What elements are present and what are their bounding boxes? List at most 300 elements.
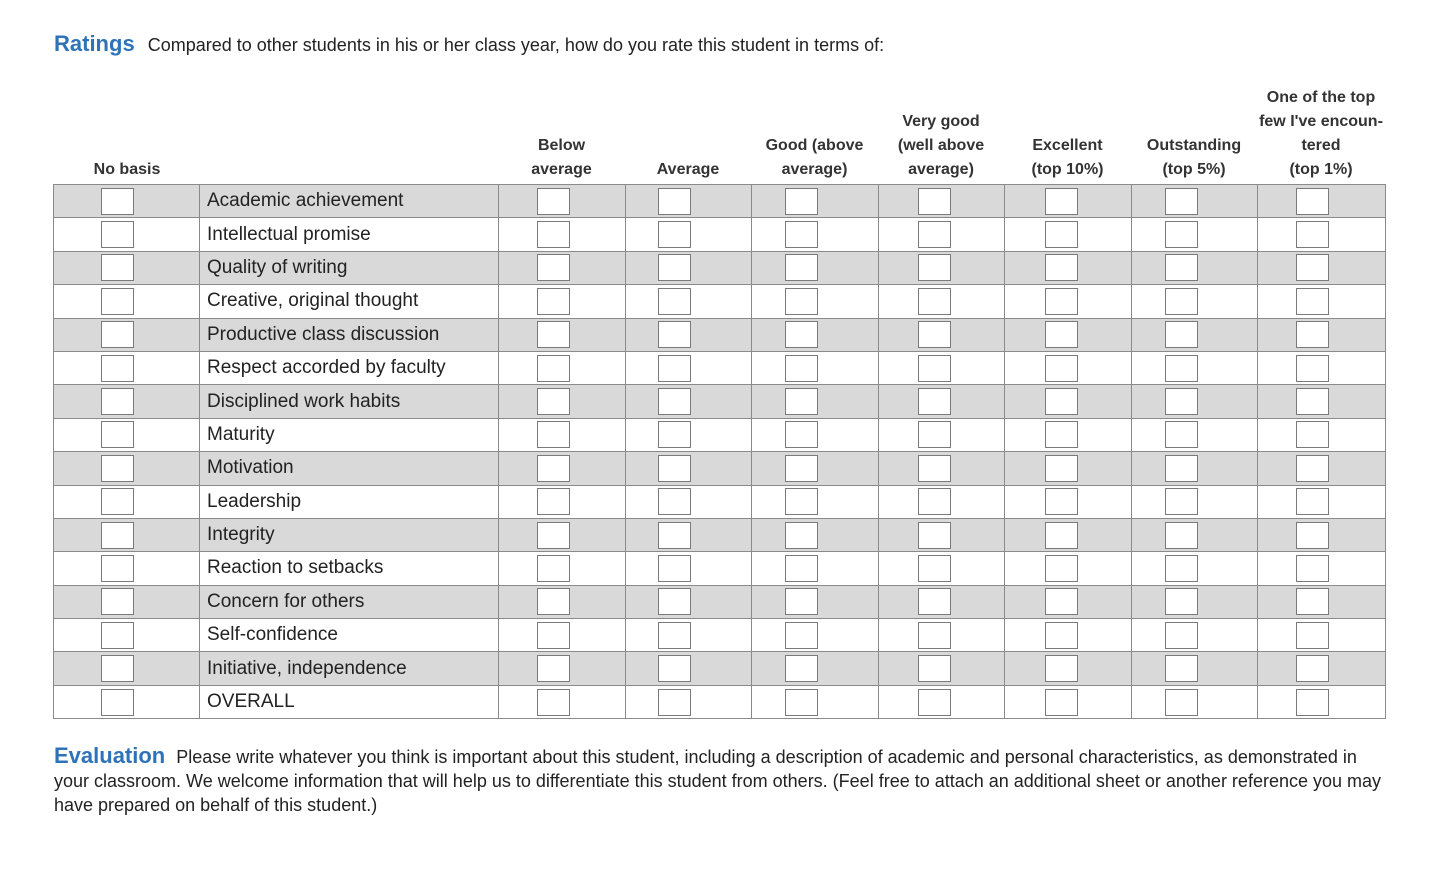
rating-cell-very-good <box>879 619 1005 652</box>
no-basis-checkbox[interactable] <box>101 188 134 215</box>
rating-checkbox-average[interactable] <box>658 355 691 382</box>
rating-checkbox-average[interactable] <box>658 488 691 515</box>
rating-checkbox-outstanding[interactable] <box>1165 388 1198 415</box>
no-basis-cell <box>54 452 200 485</box>
rating-cell-very-good <box>879 385 1005 418</box>
col-header-no-basis: No basis <box>93 161 161 178</box>
rating-cell-very-good <box>879 452 1005 485</box>
rating-checkbox-excellent[interactable] <box>1045 555 1078 582</box>
rating-checkbox-excellent[interactable] <box>1045 655 1078 682</box>
rating-checkbox-very-good[interactable] <box>918 588 951 615</box>
rating-checkbox-good[interactable] <box>785 622 818 649</box>
no-basis-cell <box>54 185 200 218</box>
rating-checkbox-average[interactable] <box>658 221 691 248</box>
rating-checkbox-excellent[interactable] <box>1045 421 1078 448</box>
rating-cell-good <box>752 685 879 718</box>
rating-checkbox-top-few[interactable] <box>1296 555 1329 582</box>
rating-checkbox-good[interactable] <box>785 355 818 382</box>
rating-cell-top-few <box>1258 585 1386 618</box>
rating-cell-average <box>626 552 752 585</box>
rating-checkbox-average[interactable] <box>658 388 691 415</box>
rating-checkbox-top-few[interactable] <box>1296 522 1329 549</box>
rating-checkbox-top-few[interactable] <box>1296 288 1329 315</box>
rating-cell-outstanding <box>1132 351 1258 384</box>
rating-cell-below-average <box>499 251 626 284</box>
rating-cell-good <box>752 285 879 318</box>
rating-checkbox-outstanding[interactable] <box>1165 488 1198 515</box>
criterion-label: Leadership <box>200 485 499 518</box>
rating-cell-excellent <box>1005 685 1132 718</box>
no-basis-cell <box>54 485 200 518</box>
rating-checkbox-top-few[interactable] <box>1296 221 1329 248</box>
no-basis-cell <box>54 619 200 652</box>
table-row <box>54 585 1386 618</box>
rating-cell-excellent <box>1005 418 1132 451</box>
rating-checkbox-outstanding[interactable] <box>1165 522 1198 549</box>
criterion-label: Intellectual promise <box>200 218 499 251</box>
rating-checkbox-outstanding[interactable] <box>1165 689 1198 716</box>
table-row <box>54 185 1386 218</box>
rating-cell-top-few <box>1258 485 1386 518</box>
rating-checkbox-very-good[interactable] <box>918 221 951 248</box>
rating-checkbox-outstanding[interactable] <box>1165 221 1198 248</box>
col-header-good: Good (above average) <box>765 137 864 178</box>
rating-checkbox-below-average[interactable] <box>537 288 570 315</box>
rating-cell-very-good <box>879 285 1005 318</box>
no-basis-checkbox[interactable] <box>101 488 134 515</box>
rating-checkbox-good[interactable] <box>785 655 818 682</box>
rating-cell-average <box>626 251 752 284</box>
rating-checkbox-good[interactable] <box>785 488 818 515</box>
criterion-label: Motivation <box>200 452 499 485</box>
rating-checkbox-below-average[interactable] <box>537 388 570 415</box>
rating-cell-top-few <box>1258 218 1386 251</box>
rating-checkbox-below-average[interactable] <box>537 355 570 382</box>
rating-checkbox-outstanding[interactable] <box>1165 555 1198 582</box>
rating-checkbox-excellent[interactable] <box>1045 588 1078 615</box>
ratings-grid <box>53 184 1386 719</box>
evaluation-title: Evaluation <box>54 743 166 768</box>
rating-cell-top-few <box>1258 418 1386 451</box>
rating-checkbox-excellent[interactable] <box>1045 288 1078 315</box>
no-basis-checkbox[interactable] <box>101 555 134 582</box>
rating-checkbox-top-few[interactable] <box>1296 355 1329 382</box>
rating-cell-good <box>752 552 879 585</box>
rating-cell-top-few <box>1258 318 1386 351</box>
table-row <box>54 452 1386 485</box>
rating-cell-average <box>626 318 752 351</box>
rating-cell-average <box>626 351 752 384</box>
rating-checkbox-very-good[interactable] <box>918 188 951 215</box>
evaluation-text: Please write whatever you think is important about this student, including a description of academic and personal characteristics, as demonstrated in your classroom. We welcome information that will help us to differentiate this student from others. (Feel free to attach an additional sheet or another reference you may have prepared on behalf of this student.) <box>54 747 1382 815</box>
no-basis-cell <box>54 351 200 384</box>
criterion-label: Initiative, independence <box>200 652 499 685</box>
rating-checkbox-top-few[interactable] <box>1296 388 1329 415</box>
rating-cell-very-good <box>879 318 1005 351</box>
rating-cell-average <box>626 418 752 451</box>
rating-checkbox-excellent[interactable] <box>1045 254 1078 281</box>
rating-cell-excellent <box>1005 285 1132 318</box>
table-row <box>54 652 1386 685</box>
col-header-outstanding: Outstanding (top 5%) <box>1146 137 1242 178</box>
rating-cell-below-average <box>499 552 626 585</box>
rating-cell-outstanding <box>1132 685 1258 718</box>
no-basis-cell <box>54 418 200 451</box>
no-basis-cell <box>54 385 200 418</box>
rating-checkbox-very-good[interactable] <box>918 655 951 682</box>
rating-cell-very-good <box>879 251 1005 284</box>
rating-cell-top-few <box>1258 552 1386 585</box>
rating-cell-very-good <box>879 552 1005 585</box>
rating-checkbox-average[interactable] <box>658 622 691 649</box>
rating-checkbox-outstanding[interactable] <box>1165 254 1198 281</box>
rating-checkbox-good[interactable] <box>785 288 818 315</box>
evaluation-section <box>54 744 1394 817</box>
rating-checkbox-good[interactable] <box>785 588 818 615</box>
col-header-average: Average <box>656 161 720 178</box>
rating-cell-outstanding <box>1132 285 1258 318</box>
rating-checkbox-good[interactable] <box>785 455 818 482</box>
rating-checkbox-average[interactable] <box>658 288 691 315</box>
rating-cell-average <box>626 285 752 318</box>
rating-cell-top-few <box>1258 285 1386 318</box>
rating-checkbox-excellent[interactable] <box>1045 488 1078 515</box>
rating-cell-below-average <box>499 452 626 485</box>
rating-cell-below-average <box>499 652 626 685</box>
criterion-label: Self-confidence <box>200 619 499 652</box>
rating-checkbox-average[interactable] <box>658 655 691 682</box>
rating-checkbox-below-average[interactable] <box>537 555 570 582</box>
no-basis-cell <box>54 552 200 585</box>
rating-checkbox-outstanding[interactable] <box>1165 288 1198 315</box>
rating-checkbox-excellent[interactable] <box>1045 355 1078 382</box>
rating-cell-outstanding <box>1132 619 1258 652</box>
rating-cell-excellent <box>1005 585 1132 618</box>
rating-cell-top-few <box>1258 652 1386 685</box>
rating-cell-excellent <box>1005 185 1132 218</box>
criterion-label: Maturity <box>200 418 499 451</box>
rating-checkbox-top-few[interactable] <box>1296 655 1329 682</box>
no-basis-checkbox[interactable] <box>101 388 134 415</box>
table-row <box>54 518 1386 551</box>
rating-cell-top-few <box>1258 251 1386 284</box>
rating-cell-outstanding <box>1132 552 1258 585</box>
rating-checkbox-average[interactable] <box>658 455 691 482</box>
ratings-title: Ratings <box>54 31 135 56</box>
rating-cell-good <box>752 318 879 351</box>
rating-checkbox-average[interactable] <box>658 321 691 348</box>
criterion-label: Respect accorded by faculty <box>200 351 499 384</box>
table-row <box>54 619 1386 652</box>
rating-checkbox-outstanding[interactable] <box>1165 455 1198 482</box>
rating-cell-top-few <box>1258 619 1386 652</box>
rating-checkbox-below-average[interactable] <box>537 655 570 682</box>
rating-checkbox-average[interactable] <box>658 522 691 549</box>
rating-checkbox-outstanding[interactable] <box>1165 655 1198 682</box>
col-header-excellent: Excellent (top 10%) <box>1031 137 1104 178</box>
rating-checkbox-good[interactable] <box>785 522 818 549</box>
table-row <box>54 285 1386 318</box>
rating-cell-top-few <box>1258 351 1386 384</box>
rating-checkbox-excellent[interactable] <box>1045 321 1078 348</box>
rating-cell-average <box>626 619 752 652</box>
rating-cell-top-few <box>1258 685 1386 718</box>
rating-cell-outstanding <box>1132 585 1258 618</box>
no-basis-checkbox[interactable] <box>101 321 134 348</box>
rating-checkbox-very-good[interactable] <box>918 555 951 582</box>
rating-cell-outstanding <box>1132 452 1258 485</box>
rating-checkbox-below-average[interactable] <box>537 689 570 716</box>
rating-cell-average <box>626 518 752 551</box>
rating-checkbox-excellent[interactable] <box>1045 622 1078 649</box>
rating-checkbox-outstanding[interactable] <box>1165 421 1198 448</box>
rating-checkbox-very-good[interactable] <box>918 421 951 448</box>
rating-cell-average <box>626 218 752 251</box>
criterion-label: Quality of writing <box>200 251 499 284</box>
rating-cell-very-good <box>879 185 1005 218</box>
rating-checkbox-very-good[interactable] <box>918 388 951 415</box>
rating-cell-very-good <box>879 518 1005 551</box>
no-basis-cell <box>54 318 200 351</box>
rating-cell-very-good <box>879 585 1005 618</box>
rating-cell-good <box>752 418 879 451</box>
rating-cell-excellent <box>1005 218 1132 251</box>
col-header-very-good: Very good (well above average) <box>897 113 985 178</box>
rating-checkbox-very-good[interactable] <box>918 522 951 549</box>
rating-checkbox-below-average[interactable] <box>537 622 570 649</box>
rating-cell-average <box>626 585 752 618</box>
rating-checkbox-good[interactable] <box>785 555 818 582</box>
no-basis-checkbox[interactable] <box>101 522 134 549</box>
criterion-label: Reaction to setbacks <box>200 552 499 585</box>
rating-cell-good <box>752 485 879 518</box>
rating-cell-outstanding <box>1132 418 1258 451</box>
rating-cell-outstanding <box>1132 251 1258 284</box>
rating-cell-good <box>752 218 879 251</box>
rating-checkbox-very-good[interactable] <box>918 254 951 281</box>
rating-checkbox-top-few[interactable] <box>1296 488 1329 515</box>
table-row <box>54 552 1386 585</box>
rating-checkbox-below-average[interactable] <box>537 188 570 215</box>
rating-checkbox-average[interactable] <box>658 421 691 448</box>
rating-checkbox-average[interactable] <box>658 689 691 716</box>
criterion-label: OVERALL <box>200 685 499 718</box>
rating-checkbox-excellent[interactable] <box>1045 689 1078 716</box>
rating-checkbox-very-good[interactable] <box>918 355 951 382</box>
col-header-top-few: One of the top few I've encoun- tered (top 1%) <box>1259 89 1383 178</box>
rating-cell-below-average <box>499 619 626 652</box>
rating-cell-very-good <box>879 351 1005 384</box>
rating-checkbox-average[interactable] <box>658 254 691 281</box>
rating-cell-excellent <box>1005 485 1132 518</box>
rating-checkbox-excellent[interactable] <box>1045 221 1078 248</box>
rating-checkbox-good[interactable] <box>785 388 818 415</box>
rating-cell-good <box>752 251 879 284</box>
rating-checkbox-very-good[interactable] <box>918 455 951 482</box>
rating-cell-top-few <box>1258 518 1386 551</box>
rating-cell-good <box>752 185 879 218</box>
rating-cell-outstanding <box>1132 385 1258 418</box>
rating-cell-top-few <box>1258 185 1386 218</box>
rating-cell-below-average <box>499 385 626 418</box>
rating-cell-outstanding <box>1132 652 1258 685</box>
table-row <box>54 418 1386 451</box>
rating-cell-excellent <box>1005 652 1132 685</box>
rating-cell-very-good <box>879 685 1005 718</box>
rating-cell-outstanding <box>1132 185 1258 218</box>
table-row <box>54 351 1386 384</box>
rating-checkbox-excellent[interactable] <box>1045 388 1078 415</box>
criterion-label: Integrity <box>200 518 499 551</box>
criterion-label: Concern for others <box>200 585 499 618</box>
rating-checkbox-good[interactable] <box>785 321 818 348</box>
rating-checkbox-outstanding[interactable] <box>1165 622 1198 649</box>
rating-checkbox-below-average[interactable] <box>537 221 570 248</box>
rating-checkbox-outstanding[interactable] <box>1165 355 1198 382</box>
rating-checkbox-good[interactable] <box>785 188 818 215</box>
rating-cell-outstanding <box>1132 218 1258 251</box>
rating-cell-good <box>752 619 879 652</box>
rating-cell-good <box>752 351 879 384</box>
ratings-intro <box>54 32 1394 57</box>
rating-cell-below-average <box>499 585 626 618</box>
rating-cell-excellent <box>1005 619 1132 652</box>
rating-cell-excellent <box>1005 318 1132 351</box>
no-basis-checkbox[interactable] <box>101 288 134 315</box>
rating-cell-good <box>752 385 879 418</box>
rating-cell-average <box>626 385 752 418</box>
table-row <box>54 685 1386 718</box>
rating-checkbox-top-few[interactable] <box>1296 455 1329 482</box>
rating-cell-good <box>752 452 879 485</box>
rating-cell-average <box>626 485 752 518</box>
rating-cell-top-few <box>1258 385 1386 418</box>
no-basis-cell <box>54 685 200 718</box>
rating-checkbox-below-average[interactable] <box>537 421 570 448</box>
table-row <box>54 485 1386 518</box>
no-basis-cell <box>54 652 200 685</box>
rating-cell-top-few <box>1258 452 1386 485</box>
no-basis-checkbox[interactable] <box>101 588 134 615</box>
rating-cell-excellent <box>1005 552 1132 585</box>
rating-cell-average <box>626 685 752 718</box>
rating-checkbox-good[interactable] <box>785 421 818 448</box>
rating-checkbox-below-average[interactable] <box>537 455 570 482</box>
no-basis-cell <box>54 251 200 284</box>
rating-cell-excellent <box>1005 518 1132 551</box>
rating-checkbox-very-good[interactable] <box>918 689 951 716</box>
rating-checkbox-very-good[interactable] <box>918 488 951 515</box>
rating-cell-very-good <box>879 652 1005 685</box>
rating-checkbox-good[interactable] <box>785 221 818 248</box>
rating-checkbox-outstanding[interactable] <box>1165 588 1198 615</box>
ratings-prompt: Compared to other students in his or her class year, how do you rate this student in terms of: <box>147 35 885 55</box>
rating-checkbox-below-average[interactable] <box>537 321 570 348</box>
rating-checkbox-average[interactable] <box>658 188 691 215</box>
rating-checkbox-very-good[interactable] <box>918 321 951 348</box>
rating-cell-below-average <box>499 185 626 218</box>
rating-checkbox-below-average[interactable] <box>537 254 570 281</box>
table-row <box>54 218 1386 251</box>
no-basis-checkbox[interactable] <box>101 355 134 382</box>
rating-cell-very-good <box>879 218 1005 251</box>
rating-cell-below-average <box>499 285 626 318</box>
rating-cell-below-average <box>499 485 626 518</box>
rating-checkbox-top-few[interactable] <box>1296 321 1329 348</box>
rating-checkbox-average[interactable] <box>658 588 691 615</box>
rating-cell-good <box>752 518 879 551</box>
rating-cell-good <box>752 585 879 618</box>
rating-checkbox-top-few[interactable] <box>1296 188 1329 215</box>
rating-checkbox-good[interactable] <box>785 254 818 281</box>
rating-checkbox-very-good[interactable] <box>918 288 951 315</box>
rating-cell-excellent <box>1005 452 1132 485</box>
rating-cell-very-good <box>879 485 1005 518</box>
no-basis-checkbox[interactable] <box>101 455 134 482</box>
rating-cell-outstanding <box>1132 485 1258 518</box>
criterion-label: Academic achievement <box>200 185 499 218</box>
rating-checkbox-good[interactable] <box>785 689 818 716</box>
rating-cell-average <box>626 185 752 218</box>
rating-cell-excellent <box>1005 385 1132 418</box>
table-row <box>54 251 1386 284</box>
criterion-label: Productive class discussion <box>200 318 499 351</box>
no-basis-checkbox[interactable] <box>101 622 134 649</box>
rating-cell-excellent <box>1005 351 1132 384</box>
criterion-label: Creative, original thought <box>200 285 499 318</box>
rating-cell-very-good <box>879 418 1005 451</box>
rating-cell-below-average <box>499 518 626 551</box>
rating-checkbox-excellent[interactable] <box>1045 522 1078 549</box>
rating-checkbox-outstanding[interactable] <box>1165 188 1198 215</box>
no-basis-checkbox[interactable] <box>101 689 134 716</box>
rating-checkbox-average[interactable] <box>658 555 691 582</box>
table-row <box>54 318 1386 351</box>
rating-checkbox-below-average[interactable] <box>537 522 570 549</box>
rating-cell-below-average <box>499 218 626 251</box>
rating-cell-excellent <box>1005 251 1132 284</box>
no-basis-checkbox[interactable] <box>101 655 134 682</box>
rating-checkbox-top-few[interactable] <box>1296 421 1329 448</box>
rating-checkbox-outstanding[interactable] <box>1165 321 1198 348</box>
rating-cell-good <box>752 652 879 685</box>
no-basis-cell <box>54 285 200 318</box>
rating-checkbox-top-few[interactable] <box>1296 254 1329 281</box>
rating-checkbox-very-good[interactable] <box>918 622 951 649</box>
rating-cell-outstanding <box>1132 518 1258 551</box>
rating-checkbox-below-average[interactable] <box>537 588 570 615</box>
no-basis-checkbox[interactable] <box>101 221 134 248</box>
rating-checkbox-excellent[interactable] <box>1045 188 1078 215</box>
table-row <box>54 385 1386 418</box>
rating-checkbox-top-few[interactable] <box>1296 588 1329 615</box>
rating-cell-below-average <box>499 318 626 351</box>
rating-checkbox-top-few[interactable] <box>1296 689 1329 716</box>
rating-cell-average <box>626 452 752 485</box>
no-basis-checkbox[interactable] <box>101 254 134 281</box>
rating-cell-below-average <box>499 685 626 718</box>
no-basis-cell <box>54 218 200 251</box>
rating-cell-average <box>626 652 752 685</box>
rating-checkbox-top-few[interactable] <box>1296 622 1329 649</box>
no-basis-checkbox[interactable] <box>101 421 134 448</box>
rating-cell-below-average <box>499 418 626 451</box>
rating-checkbox-excellent[interactable] <box>1045 455 1078 482</box>
rating-checkbox-below-average[interactable] <box>537 488 570 515</box>
no-basis-cell <box>54 585 200 618</box>
rating-cell-outstanding <box>1132 318 1258 351</box>
criterion-label: Disciplined work habits <box>200 385 499 418</box>
